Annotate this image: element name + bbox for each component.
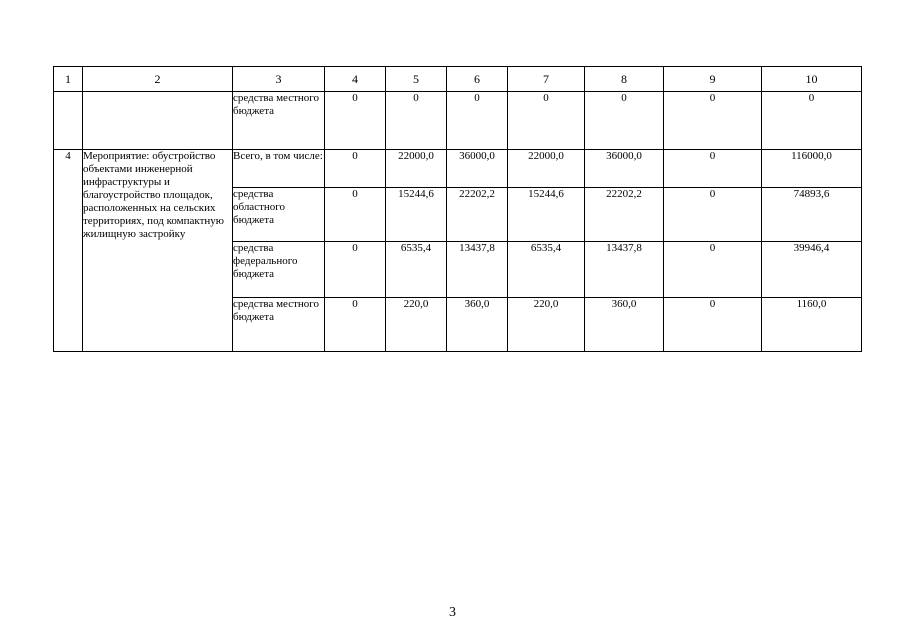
value-cell: 0 xyxy=(664,150,762,188)
funding-source-cell: Всего, в том числе: xyxy=(233,150,325,188)
value-cell: 0 xyxy=(325,188,386,242)
value-cell: 6535,4 xyxy=(508,242,585,298)
value-cell: 0 xyxy=(325,298,386,352)
value-cell: 360,0 xyxy=(447,298,508,352)
value-cell: 22000,0 xyxy=(508,150,585,188)
value-cell: 15244,6 xyxy=(508,188,585,242)
column-header: 6 xyxy=(447,67,508,92)
table-row xyxy=(54,92,862,150)
value-cell: 0 xyxy=(664,242,762,298)
row-number-cell xyxy=(54,92,83,150)
table-header-row xyxy=(54,67,862,92)
column-header: 10 xyxy=(762,67,862,92)
page-number: 3 xyxy=(449,605,456,620)
value-cell: 360,0 xyxy=(585,298,664,352)
column-header: 7 xyxy=(508,67,585,92)
value-cell: 6535,4 xyxy=(386,242,447,298)
value-cell: 22202,2 xyxy=(585,188,664,242)
value-cell: 0 xyxy=(447,92,508,150)
column-header: 9 xyxy=(664,67,762,92)
value-cell: 220,0 xyxy=(386,298,447,352)
value-cell: 0 xyxy=(325,92,386,150)
value-cell: 0 xyxy=(325,242,386,298)
budget-table xyxy=(53,66,862,352)
funding-source-cell: средства федерального бюджета xyxy=(233,242,325,298)
value-cell: 0 xyxy=(325,150,386,188)
value-cell: 0 xyxy=(508,92,585,150)
column-header: 1 xyxy=(54,67,83,92)
value-cell: 39946,4 xyxy=(762,242,862,298)
column-header: 5 xyxy=(386,67,447,92)
value-cell: 22000,0 xyxy=(386,150,447,188)
value-cell: 13437,8 xyxy=(447,242,508,298)
row-number-cell: 4 xyxy=(54,150,83,352)
value-cell: 220,0 xyxy=(508,298,585,352)
funding-source-cell: средства местного бюджета xyxy=(233,298,325,352)
value-cell: 13437,8 xyxy=(585,242,664,298)
column-header: 8 xyxy=(585,67,664,92)
value-cell: 36000,0 xyxy=(585,150,664,188)
column-header: 2 xyxy=(83,67,233,92)
column-header: 4 xyxy=(325,67,386,92)
value-cell: 74893,6 xyxy=(762,188,862,242)
activity-name-cell: Мероприятие: обустройство объектами инженерной инфраструктуры и благоустройство площадок, расположенных на сельских территориях, под компактную жилищную застройку xyxy=(83,150,233,352)
funding-source-cell: средства областного бюджета xyxy=(233,188,325,242)
value-cell: 0 xyxy=(664,188,762,242)
table-row xyxy=(54,150,862,188)
column-header: 3 xyxy=(233,67,325,92)
funding-source-cell: средства местного бюджета xyxy=(233,92,325,150)
value-cell: 0 xyxy=(762,92,862,150)
value-cell: 0 xyxy=(386,92,447,150)
activity-name-cell xyxy=(83,92,233,150)
value-cell: 116000,0 xyxy=(762,150,862,188)
value-cell: 0 xyxy=(664,92,762,150)
value-cell: 0 xyxy=(585,92,664,150)
value-cell: 15244,6 xyxy=(386,188,447,242)
value-cell: 36000,0 xyxy=(447,150,508,188)
value-cell: 0 xyxy=(664,298,762,352)
value-cell: 1160,0 xyxy=(762,298,862,352)
value-cell: 22202,2 xyxy=(447,188,508,242)
